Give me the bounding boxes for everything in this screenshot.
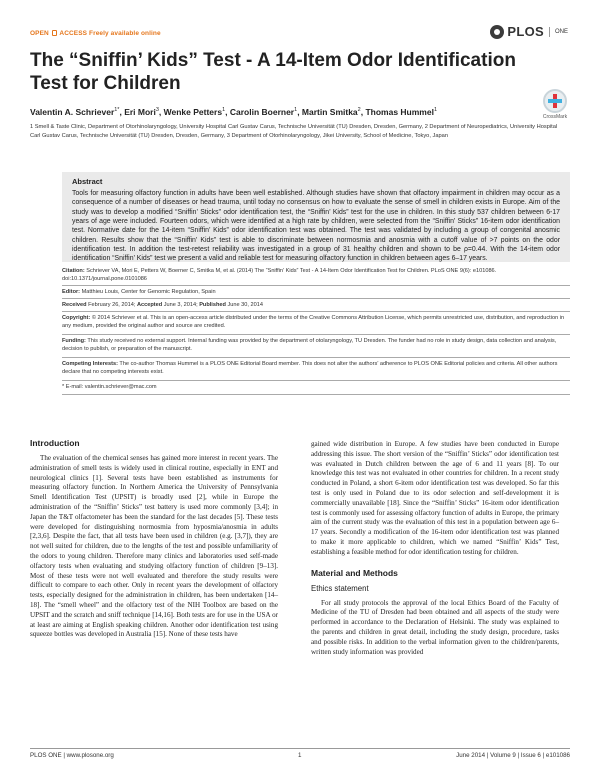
intro-paragraph: The evaluation of the chemical senses has gained more interest in recent years. The administration of smell tests is widely used in clinical routine, especially in ENT and neurological clinics [1]. Several tests have been established as instruments for measuring olfactory function. In Northern America the University of Pennsylvania Smell Identification Test (UPSIT) is broadly used [2], while in Europe the administration of the “Sniffin’ Sticks” test battery is used more commonly [3,4]; in Japan the T&T olfactometer has been the standard for the last decades [5]. These tests were developed for distinguishing normosmia from hyposmia/anosmia in adults [2,3,6]. Despite the fact, that all tests have been used in children (e.g. [3,7]), they are not well suited for children, due to the lengths of the test and possible unfamiliarity of the odors to young children. Therefore many clinics and laboratories used self-made olfactory tests when evaluating and studying olfactory function of children [9–13]. Most of these tests were not well evaluated and therefore the study results were difficult to compare to each other. Only in recent years the development of olfactory tests, especially designed for the administration in children, has been undertaken [14–18]. The “smell wheel” and the olfactory test of the NIH Toolbox are based on the UPSIT and the scratch and sniff technique [14,16]. Both tests are for use in the USA or at least are aiming at English speaking children. Another odor identification test using squeeze bottles was developed in Australia [15]. None of these tests have: [30, 454, 278, 639]
crossmark-label: CrossMark: [542, 114, 568, 120]
abstract-text: Tools for measuring olfactory function in adults have been well established. Although studies have shown that olfactory impairment in children may occur as a consequence of a number of diseases or head trauma, until today no consensus on how to evaluate the sense of smell in children exists in Europe. Aim of the study was to develop a modified “Sniffin’ Sticks” odor identification test, the “Sniffin’ Kids” test for the use in children. In this study 537 children between 6-17 years of age were included. Fourteen odors, which were identified at a high rate by children, were selected from the “Sniffin’ Sticks” 16-item odor identification test. Normative date for the 14-item “Sniffin’ Kids” odor identification test was obtained. The test was validated by including a group of congenital anosmic children. Results show that the “Sniffin’ Kids” test is able to discriminate between normosmia and anosmia with a cutoff value of >7 points on the odor identification test. In addition the test-retest reliability was investigated in a group of 31 healthy children and shown to be ρ=0.44. With the 14-item odor identification “Sniffin’ Kids” test we present a valid and reliable test for measuring olfactory function in children between ages 6–17 years.: [72, 190, 560, 263]
meta-divider: [62, 334, 570, 335]
plos-one-logo: [490, 24, 568, 39]
open-access-banner: [30, 30, 161, 37]
abstract-box: [62, 172, 570, 262]
access-label: ACCESS: [59, 30, 88, 37]
author: Thomas Hummel$^1$: [365, 107, 438, 117]
footer-page-number: 1: [298, 752, 302, 759]
editor: Editor: Matthieu Louis, Center for Genomic Regulation, Spain: [62, 289, 216, 295]
meta-divider: [62, 298, 570, 299]
author: Martin Smitka$^2$: [301, 107, 361, 117]
intro-paragraph-continued: gained wide distribution in Europe. A few studies have been conducted in Europe addressing this issue. The short version of the “Sniffin’ Sticks” odor identification test was evaluated in Dutch children between the age of 6 and 11 years [8]. To our knowledge this test was not evaluated in other countries for children. In a recent study conducted in Poland, a short 6-item odor identification test was developed. So far this test is only used in Poland due to its odor selection and self-development it is commercially unavailable [18]. Since the “Sniffin’ Sticks” 16-item odor identification test is commonly used for assessing olfactory function of adults in Europe, the primary aim of the current study was the evaluation of this test in a population between age 6–17 years. Secondly a modification of the 16-item odor identification test was planned to make it more applicable to children, which we named “Sniffin’ Kids” Test, establishing a feasible method for odor identification testing for children.: [311, 440, 559, 556]
footer-divider: [30, 748, 570, 749]
funding: Funding: This study received no external support. Internal funding was provided by the department of otolaryngology, TU Dresden. The funder had no role in study design, data collection and analysis, decision to publish, or preparation of the manuscript.: [62, 338, 557, 352]
plos-word: PLOS: [507, 24, 544, 39]
meta-divider: [62, 311, 570, 312]
author-list: Valentin A. Schriever$^{1*}$, Eri Mori$^3$, Wenke Petters$^1$, Carolin Boerner$^1$, Martin Smitka$^2$, Thomas Hummel$^1$: [30, 107, 438, 117]
citation: Citation: Schriever VA, Mori E, Petters W, Boerner C, Smitka M, et al. (2014) The “Sniffin’ Kids” Test - A 14-Item Odor Identification Test for Children. PLoS ONE 9(6): e101086. doi:10.1371/journal.pone.0101086: [62, 268, 497, 282]
ethics-paragraph: For all study protocols the approval of the local Ethics Board of the Faculty of Medicine of the TU of Dresden had been obtained and all aspects of the study were performed in accordance to the Declaration of Helsinki. The study was explained to the parents and children in great detail, including the study design, procedure, tasks and possible risks. In addition to the verbal information given to the children/parents, written study information was provided: [311, 598, 559, 656]
right-column: [311, 440, 559, 657]
plos-globe-icon: [490, 25, 504, 39]
email: * E-mail: valentin.schriever@mac.com: [62, 384, 157, 390]
one-word: ONE: [554, 28, 568, 35]
dates: Received February 26, 2014; Accepted June 3, 2014; Published June 30, 2014: [62, 302, 263, 308]
logo-divider: [549, 27, 550, 37]
left-column: [30, 438, 278, 640]
email-link[interactable]: valentin.schriever@mac.com: [84, 384, 157, 390]
footer-issue: June 2014 | Volume 9 | Issue 6 | e101086: [456, 752, 570, 759]
author: Valentin A. Schriever$^{1*}$: [30, 107, 120, 117]
abstract-heading: Abstract: [72, 177, 103, 186]
open-label: OPEN: [30, 30, 49, 37]
meta-divider: [62, 285, 570, 286]
competing-interests: Competing Interests: The co-author Thomas Hummel is a PLOS ONE Editorial Board member. This does not alter the authors’ adherence to PLOS ONE Editorial policies and criteria. All other authors declare that no competing interests exist.: [62, 361, 558, 375]
introduction-heading: Introduction: [30, 438, 80, 448]
ethics-subheading: Ethics statement: [311, 583, 369, 593]
freely-available-label: Freely available online: [89, 30, 161, 37]
meta-divider: [62, 357, 570, 358]
methods-heading: Material and Methods: [311, 567, 398, 578]
copyright: Copyright: © 2014 Schriever et al. This is an open-access article distributed under the terms of the Creative Commons Attribution License, which permits unrestricted use, distribution, and reproduction in any medium, provided the original author and source are credited.: [62, 315, 565, 329]
author: Wenke Petters$^1$: [163, 107, 226, 117]
footer-journal: PLOS ONE | www.plosone.org: [30, 752, 114, 759]
author: Eri Mori$^3$: [124, 107, 159, 117]
meta-divider: [62, 380, 570, 381]
author: Carolin Boerner$^1$: [229, 107, 298, 117]
open-lock-icon: [52, 30, 57, 36]
affiliations: 1 Smell & Taste Clinic, Department of Otorhinolaryngology, University Hospital Carl Gustav Carus, Technische Universität (TU) Dresden, Dresden, Germany, 2 Department of Neuropediatrics, University Hospital Carl Gustav Carus, Technische Universität (TU) Dresden, Dresden, Germany, 3 Department of Otorhinolaryngology, Jikei University, School of Medicine, Tokyo, Japan: [30, 124, 558, 140]
article-title: The “Sniffin’ Kids” Test - A 14-Item Odor Identification Test for Children: [30, 50, 516, 94]
meta-divider: [62, 394, 570, 395]
